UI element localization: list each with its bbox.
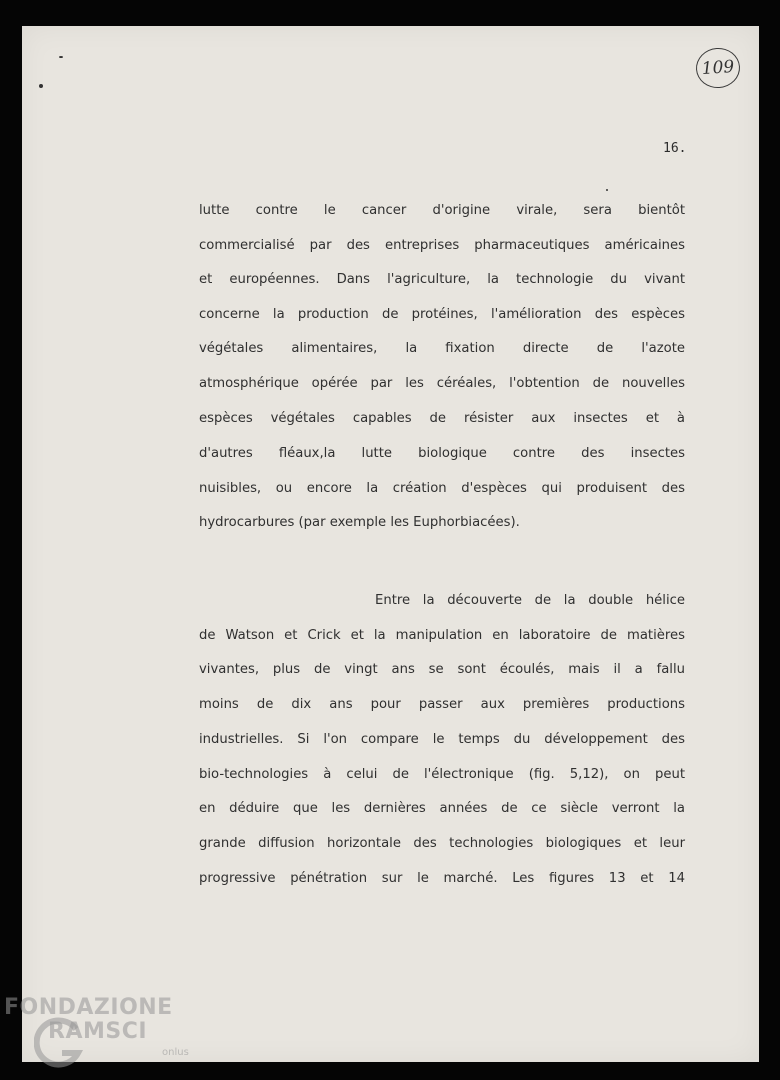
text-line: et européennes. Dans l'agriculture, la technologie du vivant — [199, 272, 685, 287]
page-number: 16. — [663, 141, 687, 156]
watermark-line2: RAMSCI — [48, 1019, 148, 1044]
text-line: espèces végétales capables de résister aux insectes et à — [199, 411, 685, 426]
text-line: concerne la production de protéines, l'amélioration des espèces — [199, 307, 685, 322]
text-line: Entre la découverte de la double hélice — [375, 593, 685, 608]
text-line: commercialisé par des entreprises pharmaceutiques américaines — [199, 238, 685, 253]
text-line: végétales alimentaires, la fixation directe de l'azote — [199, 341, 685, 356]
watermark-line1: FONDAZIONE — [4, 995, 173, 1020]
text-line: grande diffusion horizontale des technologies biologiques et leur — [199, 836, 685, 851]
text-line: hydrocarbures (par exemple les Euphorbiacées). — [199, 515, 520, 530]
text-line: de Watson et Crick et la manipulation en laboratoire de matières — [199, 628, 685, 643]
document-page — [22, 26, 759, 1062]
ink-speck — [39, 84, 43, 88]
fondazione-gramsci-watermark — [4, 995, 204, 1075]
text-line: d'autres fléaux,la lutte biologique contre des insectes — [199, 446, 685, 461]
ink-speck — [59, 56, 63, 58]
text-line: industrielles. Si l'on compare le temps du développement des — [199, 732, 685, 747]
ink-speck — [606, 189, 608, 191]
text-line: moins de dix ans pour passer aux premières productions — [199, 697, 685, 712]
text-line: bio-technologies à celui de l'électronique (fig. 5,12), on peut — [199, 767, 685, 782]
text-line: en déduire que les dernières années de ce siècle verront la — [199, 801, 685, 816]
text-line: progressive pénétration sur le marché. Les figures 13 et 14 — [199, 871, 685, 886]
text-line: atmosphérique opérée par les céréales, l'obtention de nouvelles — [199, 376, 685, 391]
watermark-line3: onlus — [162, 1047, 189, 1058]
archive-number-stamp: 109 — [695, 47, 742, 90]
text-line: nuisibles, ou encore la création d'espèces qui produisent des — [199, 481, 685, 496]
text-line: lutte contre le cancer d'origine virale, sera bientôt — [199, 203, 685, 218]
text-line: vivantes, plus de vingt ans se sont écoulés, mais il a fallu — [199, 662, 685, 677]
